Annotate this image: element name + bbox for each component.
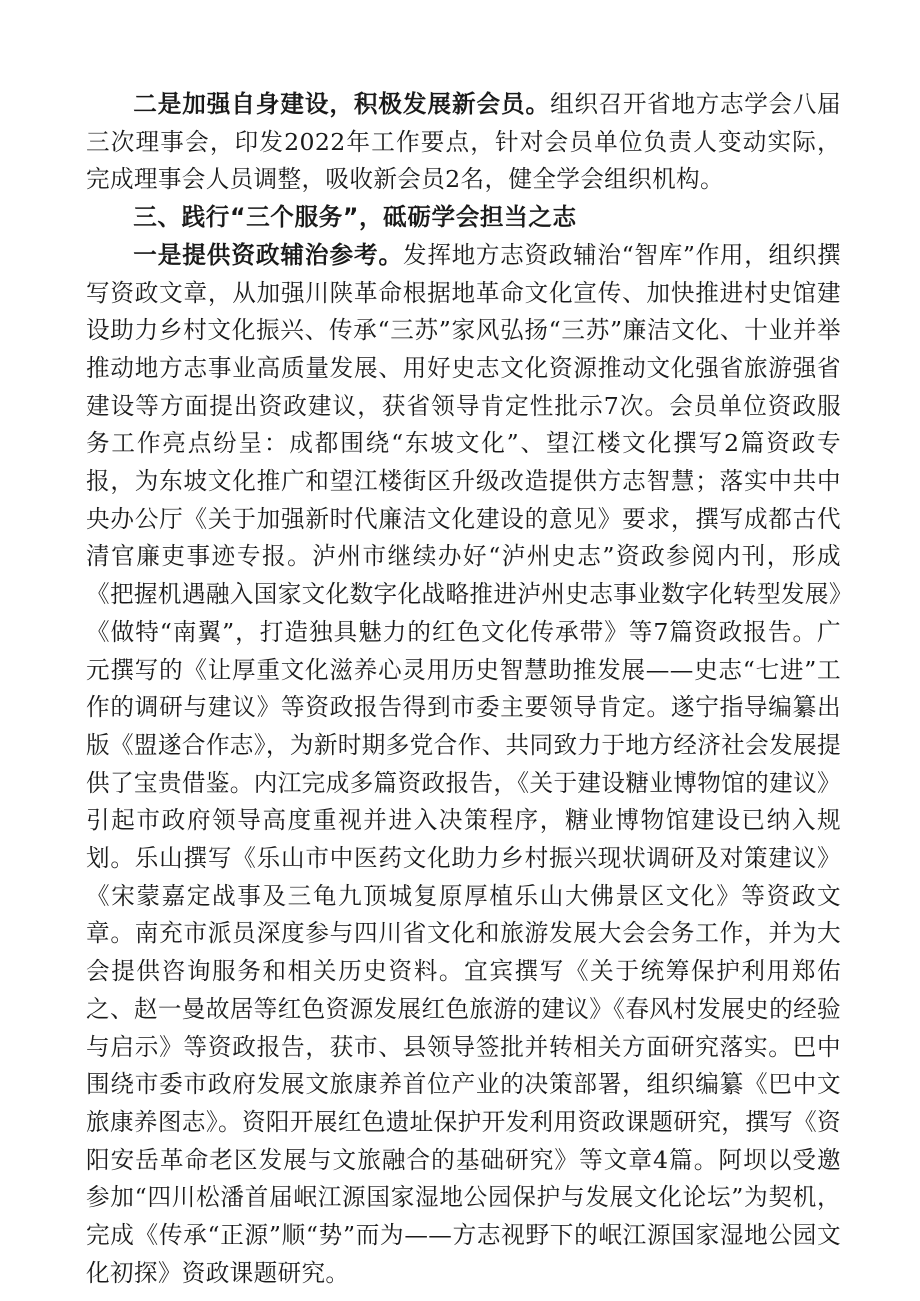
document-page: [86, 86, 841, 1293]
paragraph-lead: 二是加强自身建设，积极发展新会员。: [133, 90, 551, 118]
section-heading: 三、践行“三个服务”，砥砺学会担当之志: [133, 203, 577, 232]
paragraph-body: 发挥地方志资政辅治“智库”作用，组织撰写资政文章，从加强川陕革命根据地革命文化宣传、加快推进村史馆建设助力乡村文化振兴、传承“三苏”家风弘扬“三苏”廉洁文化、十业并举推动地方志事业高质量发展、用好史志文化资源推动文化强省旅游强省建设等方面提出资政建议，获省领导肯定性批示7次。会员单位资政服务工作亮点纷呈：成都围绕“东坡文化”、望江楼文化撰写2篇资政专报，为东坡文化推广和望江楼街区升级改造提供方志智慧；落实中共中央办公厅《关于加强新时代廉洁文化建设的意见》要求，撰写成都古代清官廉吏事迹专报。泸州市继续办好“泸州史志”资政参阅内刊，形成《把握机遇融入国家文化数字化战略推进泸州史志事业数字化转型发展》《做特“南翼”，打造独具魅力的红色文化传承带》等7篇资政报告。广元撰写的《让厚重文化滋养心灵用历史智慧助推发展——史志“七进”工作的调研与建议》等资政报告得到市委主要领导肯定。遂宁指导编纂出版《盟遂合作志》，为新时期多党合作、共同致力于地方经济社会发展提供了宝贵借鉴。内江完成多篇资政报告，《关于建设糖业博物馆的建议》引起市政府领导高度重视并进入决策程序，糖业博物馆建设已纳入规划。乐山撰写《乐山市中医药文化助力乡村振兴现状调研及对策建议》《宋蒙嘉定战事及三龟九顶城复原厚植乐山大佛景区文化》等资政文章。南充市派员深度参与四川省文化和旅游发展大会会务工作，并为大会提供咨询服务和相关历史资料。宜宾撰写《关于统筹保护利用郑佑之、赵一曼故居等红色资源发展红色旅游的建议》《春风村发展史的经验与启示》等资政报告，获市、县领导签批并转相关方面研究落实。巴中围绕市委市政府发展文旅康养首位产业的决策部署，组织编纂《巴中文旅康养图志》。资阳开展红色遗址保护开发利用资政课题研究，撰写《资阳安岳革命老区发展与文旅融合的基础研究》等文章4篇。阿坝以受邀参加“四川松潘首届岷江源国家湿地公园保护与发展文化论坛”为契机，完成《传承“正源”顺“势”而为——方志视野下的岷江源国家湿地公园文化初探》资政课题研究。: [86, 240, 841, 1287]
paragraph-member-development: [86, 86, 841, 199]
paragraph-body: 组织召开省地方志学会八届三次理事会，印发2022年工作要点，针对会员单位负责人变动实际，完成理事会人员调整，吸收新会员2名，健全学会组织机构。: [86, 90, 841, 194]
paragraph-lead: 一是提供资政辅治参考。: [133, 240, 404, 269]
paragraph-policy-advisory: [86, 237, 841, 1293]
